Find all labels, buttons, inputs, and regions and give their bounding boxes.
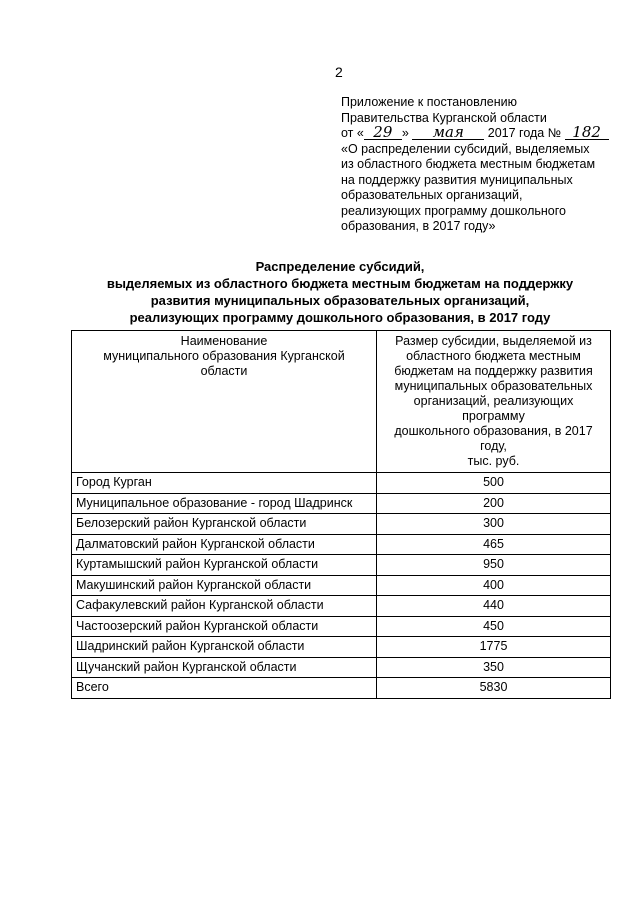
document-title	[60, 258, 620, 326]
municipality-name: Сафакулевский район Курганской области	[72, 596, 377, 617]
municipality-name: Щучанский район Курганской области	[72, 657, 377, 678]
handwritten-month: мая	[412, 126, 484, 140]
appendix-text-line: «О распределении субсидий, выделяемых	[341, 141, 590, 156]
appendix-line-2: Правительства Курганской области	[341, 110, 547, 125]
table-row	[72, 637, 611, 658]
appendix-block	[341, 95, 611, 235]
total-value: 5830	[377, 678, 611, 699]
appendix-line-1: Приложение к постановлению	[341, 95, 517, 109]
subsidy-value: 350	[377, 657, 611, 678]
appendix-text-line: реализующих программу дошкольного	[341, 203, 566, 218]
header-line: дошкольного образования, в 2017 году,	[394, 424, 593, 453]
handwritten-number: 182	[565, 126, 609, 140]
municipality-name: Шадринский район Курганской области	[72, 637, 377, 658]
header-line: области	[200, 364, 248, 378]
municipality-name: Белозерский район Курганской области	[72, 514, 377, 535]
table-row	[72, 514, 611, 535]
municipality-name: Далматовский район Курганской области	[72, 534, 377, 555]
subsidy-value: 450	[377, 616, 611, 637]
municipality-name: Муниципальное образование - город Шадринск	[72, 493, 377, 514]
subsidy-value: 400	[377, 575, 611, 596]
municipality-name: Куртамышский район Курганской области	[72, 555, 377, 576]
appendix-text-line: образования, в 2017 году»	[341, 219, 496, 233]
header-line: организаций, реализующих программу	[413, 394, 574, 423]
header-line: бюджетам на поддержку развития	[394, 364, 593, 378]
table-header-row	[72, 331, 611, 473]
appendix-text-line: на поддержку развития муниципальных	[341, 172, 573, 187]
header-subsidy-amount	[377, 331, 611, 473]
header-line: областного бюджета местным	[406, 349, 581, 363]
table-row	[72, 596, 611, 617]
table-row	[72, 473, 611, 494]
appendix-text-line: из областного бюджета местным бюджетам	[341, 157, 596, 171]
subsidy-value: 950	[377, 555, 611, 576]
subsidy-value: 465	[377, 534, 611, 555]
subsidy-value: 200	[377, 493, 611, 514]
total-label: Всего	[72, 678, 377, 699]
appendix-text-line: образовательных организаций,	[341, 188, 523, 202]
subsidy-value: 300	[377, 514, 611, 535]
handwritten-day: 29	[364, 126, 402, 140]
subsidy-value: 1775	[377, 637, 611, 658]
table-total-row	[72, 678, 611, 699]
header-line: муниципальных образовательных	[394, 379, 593, 393]
municipality-name: Частоозерский район Курганской области	[72, 616, 377, 637]
header-line: Размер субсидии, выделяемой из	[395, 334, 592, 348]
header-line: Наименование	[180, 334, 268, 348]
table-row	[72, 616, 611, 637]
table-row	[72, 657, 611, 678]
year-text: 2017 года №	[487, 126, 562, 140]
subsidy-value: 500	[377, 473, 611, 494]
appendix-date-line	[341, 123, 611, 142]
title-line: реализующих программу дошкольного образования, в 2017 году	[129, 310, 551, 325]
date-prefix: от «	[341, 126, 364, 140]
title-line: Распределение субсидий,	[255, 259, 425, 274]
table-row	[72, 575, 611, 596]
header-line: муниципального образования Курганской	[103, 349, 345, 363]
title-line: развития муниципальных образовательных организаций,	[150, 293, 530, 308]
subsidy-value: 440	[377, 596, 611, 617]
page-number: 2	[335, 64, 343, 80]
municipality-name: Город Курган	[72, 473, 377, 494]
date-mid: »	[401, 126, 409, 140]
title-line: выделяемых из областного бюджета местным бюджетам на поддержку	[106, 276, 574, 291]
municipality-name: Макушинский район Курганской области	[72, 575, 377, 596]
table-row	[72, 534, 611, 555]
header-line: тыс. руб.	[467, 454, 520, 468]
table-row	[72, 493, 611, 514]
header-municipality	[72, 331, 377, 473]
table-row	[72, 555, 611, 576]
subsidy-table	[71, 330, 611, 699]
